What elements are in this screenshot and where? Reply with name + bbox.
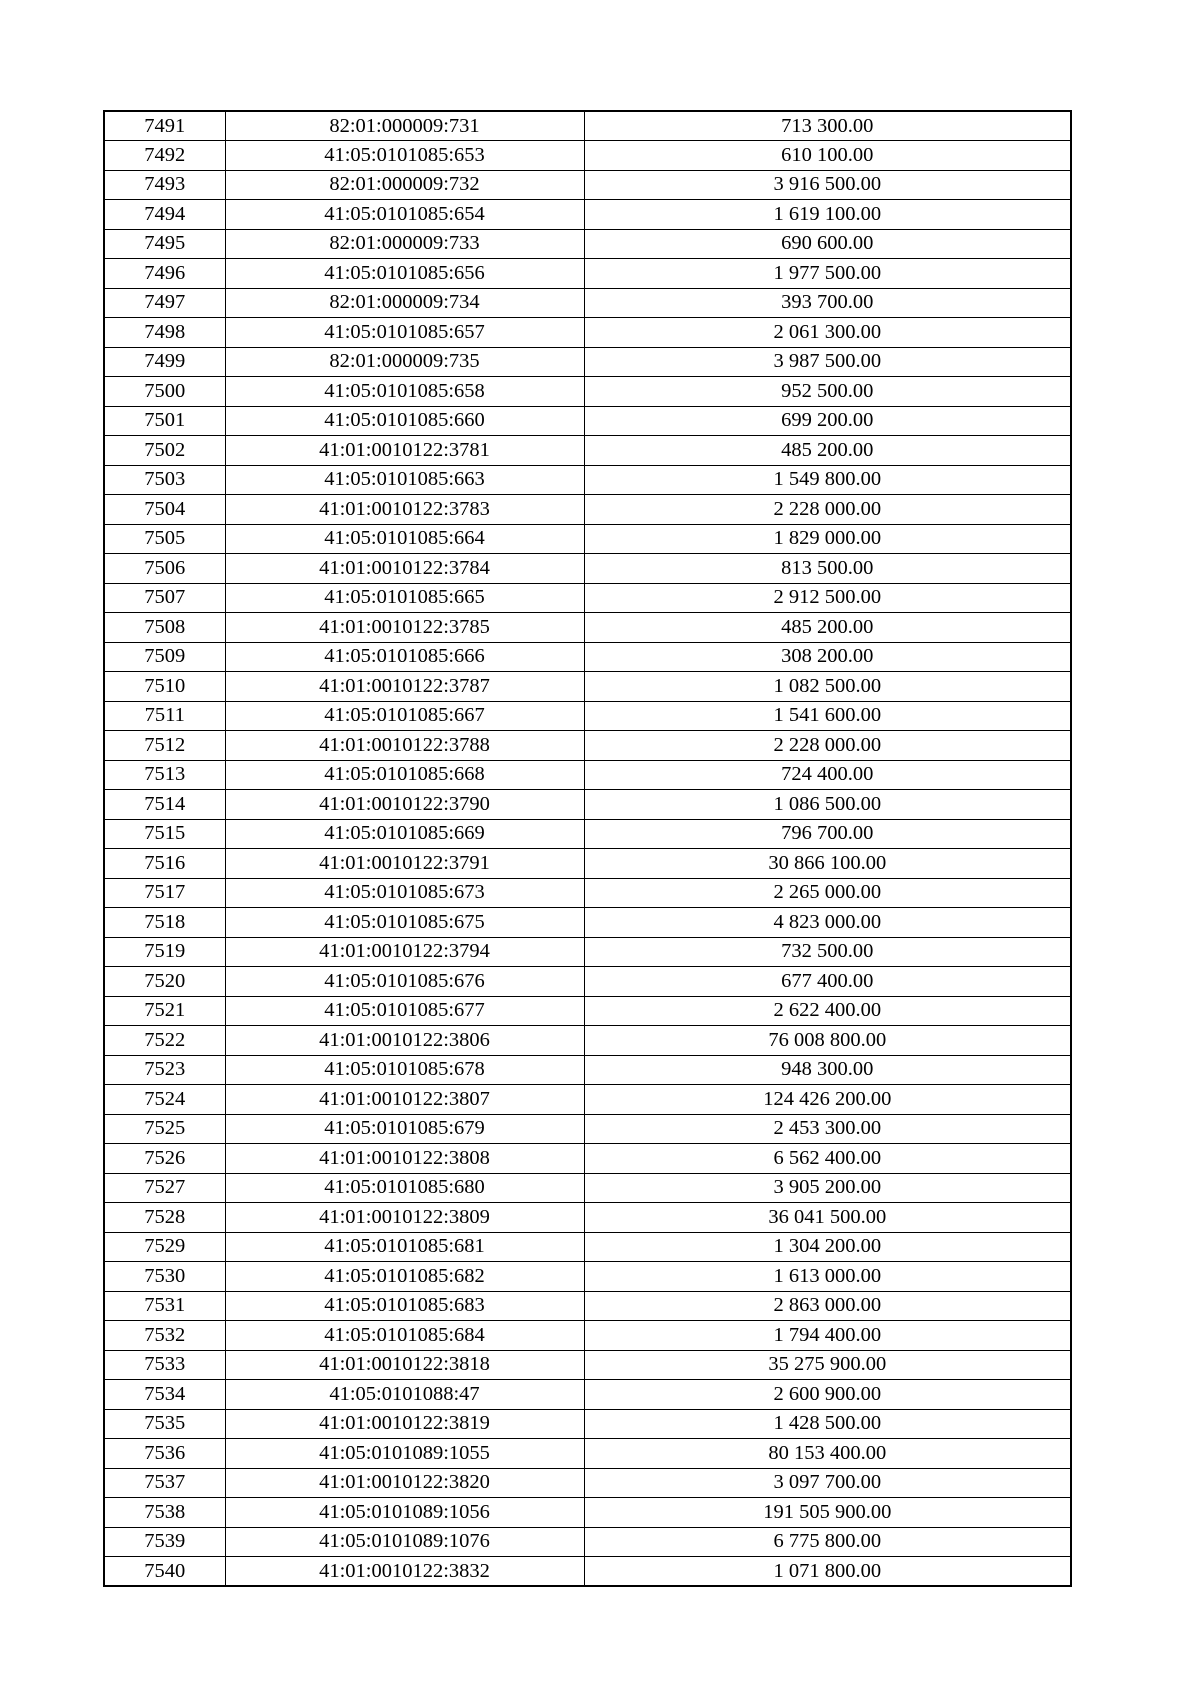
cadastral-number-cell: 41:05:0101089:1076 (225, 1527, 584, 1557)
cadastral-number-cell: 41:05:0101085:665 (225, 583, 584, 613)
cadastral-number-cell: 82:01:000009:733 (225, 229, 584, 259)
row-number-cell: 7520 (104, 967, 225, 997)
cadastral-value-cell: 4 823 000.00 (584, 908, 1071, 938)
cadastral-number-cell: 41:05:0101085:664 (225, 524, 584, 554)
row-number-cell: 7515 (104, 819, 225, 849)
table-row (104, 1557, 1071, 1587)
cadastral-value-cell: 1 428 500.00 (584, 1409, 1071, 1439)
cadastral-value-cell: 30 866 100.00 (584, 849, 1071, 879)
cadastral-value-cell: 3 097 700.00 (584, 1468, 1071, 1498)
cadastral-number-cell: 41:05:0101085:680 (225, 1173, 584, 1203)
cadastral-value-cell: 3 916 500.00 (584, 170, 1071, 200)
table-row (104, 1026, 1071, 1056)
cadastral-number-cell: 41:05:0101085:653 (225, 141, 584, 171)
cadastral-value-cell: 2 453 300.00 (584, 1114, 1071, 1144)
cadastral-value-cell: 2 912 500.00 (584, 583, 1071, 613)
cadastral-value-cell: 1 619 100.00 (584, 200, 1071, 230)
row-number-cell: 7504 (104, 495, 225, 525)
cadastral-number-cell: 41:05:0101085:657 (225, 318, 584, 348)
row-number-cell: 7501 (104, 406, 225, 436)
cadastral-number-cell: 41:05:0101089:1055 (225, 1439, 584, 1469)
cadastral-value-cell: 1 977 500.00 (584, 259, 1071, 289)
table-row (104, 406, 1071, 436)
cadastral-value-cell: 191 505 900.00 (584, 1498, 1071, 1528)
row-number-cell: 7533 (104, 1350, 225, 1380)
table-row (104, 141, 1071, 171)
table-row (104, 849, 1071, 879)
cadastral-value-cell: 2 061 300.00 (584, 318, 1071, 348)
row-number-cell: 7496 (104, 259, 225, 289)
cadastral-number-cell: 41:05:0101085:658 (225, 377, 584, 407)
table-row (104, 1144, 1071, 1174)
cadastral-number-cell: 41:05:0101085:668 (225, 760, 584, 790)
cadastral-value-cell: 6 562 400.00 (584, 1144, 1071, 1174)
cadastral-number-cell: 41:05:0101085:683 (225, 1291, 584, 1321)
table-row (104, 495, 1071, 525)
cadastral-value-cell: 308 200.00 (584, 642, 1071, 672)
row-number-cell: 7519 (104, 937, 225, 967)
cadastral-value-cell: 724 400.00 (584, 760, 1071, 790)
cadastral-number-cell: 41:01:0010122:3809 (225, 1203, 584, 1233)
table-row (104, 1291, 1071, 1321)
table-row (104, 908, 1071, 938)
cadastral-number-cell: 41:01:0010122:3818 (225, 1350, 584, 1380)
table-row (104, 1409, 1071, 1439)
table-row (104, 1498, 1071, 1528)
cadastral-value-cell: 2 600 900.00 (584, 1380, 1071, 1410)
table-row (104, 524, 1071, 554)
cadastral-number-cell: 41:05:0101085:656 (225, 259, 584, 289)
table-row (104, 583, 1071, 613)
cadastral-number-cell: 41:05:0101085:677 (225, 996, 584, 1026)
cadastral-value-cell: 1 829 000.00 (584, 524, 1071, 554)
cadastral-value-cell: 1 071 800.00 (584, 1557, 1071, 1587)
row-number-cell: 7539 (104, 1527, 225, 1557)
cadastral-value-cell: 80 153 400.00 (584, 1439, 1071, 1469)
table-row (104, 613, 1071, 643)
table-row (104, 1203, 1071, 1233)
cadastral-number-cell: 41:05:0101085:679 (225, 1114, 584, 1144)
cadastral-number-cell: 41:05:0101085:660 (225, 406, 584, 436)
cadastral-number-cell: 41:01:0010122:3806 (225, 1026, 584, 1056)
cadastral-number-cell: 82:01:000009:732 (225, 170, 584, 200)
row-number-cell: 7498 (104, 318, 225, 348)
cadastral-number-cell: 82:01:000009:735 (225, 347, 584, 377)
cadastral-value-cell: 485 200.00 (584, 436, 1071, 466)
table-row (104, 1114, 1071, 1144)
row-number-cell: 7507 (104, 583, 225, 613)
cadastral-number-cell: 41:05:0101085:667 (225, 701, 584, 731)
row-number-cell: 7534 (104, 1380, 225, 1410)
row-number-cell: 7505 (104, 524, 225, 554)
row-number-cell: 7526 (104, 1144, 225, 1174)
cadastral-number-cell: 41:01:0010122:3832 (225, 1557, 584, 1587)
table-row (104, 701, 1071, 731)
cadastral-number-cell: 41:05:0101085:654 (225, 200, 584, 230)
cadastral-number-cell: 41:01:0010122:3785 (225, 613, 584, 643)
table-row (104, 1468, 1071, 1498)
row-number-cell: 7493 (104, 170, 225, 200)
row-number-cell: 7521 (104, 996, 225, 1026)
cadastral-value-cell: 610 100.00 (584, 141, 1071, 171)
row-number-cell: 7495 (104, 229, 225, 259)
table-row (104, 229, 1071, 259)
cadastral-value-cell: 2 228 000.00 (584, 731, 1071, 761)
row-number-cell: 7516 (104, 849, 225, 879)
table-row (104, 200, 1071, 230)
cadastral-number-cell: 41:01:0010122:3783 (225, 495, 584, 525)
row-number-cell: 7525 (104, 1114, 225, 1144)
table-row (104, 1527, 1071, 1557)
row-number-cell: 7530 (104, 1262, 225, 1292)
table-row (104, 436, 1071, 466)
table-row (104, 1055, 1071, 1085)
cadastral-value-cell: 124 426 200.00 (584, 1085, 1071, 1115)
cadastral-value-cell: 2 265 000.00 (584, 878, 1071, 908)
cadastral-number-cell: 41:01:0010122:3820 (225, 1468, 584, 1498)
row-number-cell: 7538 (104, 1498, 225, 1528)
cadastral-value-cell: 796 700.00 (584, 819, 1071, 849)
cadastral-value-cell: 1 082 500.00 (584, 672, 1071, 702)
row-number-cell: 7535 (104, 1409, 225, 1439)
cadastral-number-cell: 41:01:0010122:3790 (225, 790, 584, 820)
cadastral-value-cell: 3 987 500.00 (584, 347, 1071, 377)
cadastral-number-cell: 41:01:0010122:3794 (225, 937, 584, 967)
row-number-cell: 7531 (104, 1291, 225, 1321)
cadastral-value-cell: 1 549 800.00 (584, 465, 1071, 495)
row-number-cell: 7510 (104, 672, 225, 702)
table-row (104, 377, 1071, 407)
table-row (104, 996, 1071, 1026)
cadastral-value-cell: 713 300.00 (584, 111, 1071, 141)
cadastral-value-cell: 76 008 800.00 (584, 1026, 1071, 1056)
table-row (104, 731, 1071, 761)
cadastral-value-cell: 6 775 800.00 (584, 1527, 1071, 1557)
table-row (104, 1380, 1071, 1410)
cadastral-number-cell: 41:05:0101085:676 (225, 967, 584, 997)
row-number-cell: 7514 (104, 790, 225, 820)
cadastral-value-cell: 35 275 900.00 (584, 1350, 1071, 1380)
table-row (104, 170, 1071, 200)
row-number-cell: 7529 (104, 1232, 225, 1262)
row-number-cell: 7513 (104, 760, 225, 790)
table-row (104, 347, 1071, 377)
table-row (104, 1085, 1071, 1115)
row-number-cell: 7517 (104, 878, 225, 908)
cadastral-number-cell: 41:05:0101085:675 (225, 908, 584, 938)
cadastral-value-cell: 1 086 500.00 (584, 790, 1071, 820)
row-number-cell: 7532 (104, 1321, 225, 1351)
row-number-cell: 7506 (104, 554, 225, 584)
cadastral-number-cell: 41:05:0101085:666 (225, 642, 584, 672)
table-row (104, 937, 1071, 967)
row-number-cell: 7494 (104, 200, 225, 230)
cadastral-number-cell: 41:05:0101085:669 (225, 819, 584, 849)
table-row (104, 288, 1071, 318)
cadastral-number-cell: 41:05:0101085:678 (225, 1055, 584, 1085)
table-row (104, 1350, 1071, 1380)
table-row (104, 111, 1071, 141)
cadastral-value-cell: 1 613 000.00 (584, 1262, 1071, 1292)
cadastral-value-cell: 1 304 200.00 (584, 1232, 1071, 1262)
cadastral-value-cell: 1 794 400.00 (584, 1321, 1071, 1351)
cadastral-number-cell: 41:05:0101085:684 (225, 1321, 584, 1351)
cadastral-number-cell: 41:01:0010122:3819 (225, 1409, 584, 1439)
row-number-cell: 7499 (104, 347, 225, 377)
row-number-cell: 7524 (104, 1085, 225, 1115)
cadastral-number-cell: 41:05:0101085:682 (225, 1262, 584, 1292)
cadastral-value-cell: 732 500.00 (584, 937, 1071, 967)
cadastral-value-cell: 1 541 600.00 (584, 701, 1071, 731)
table-row (104, 554, 1071, 584)
table-row (104, 642, 1071, 672)
table-row (104, 790, 1071, 820)
table-row (104, 259, 1071, 289)
cadastral-value-cell: 699 200.00 (584, 406, 1071, 436)
cadastral-value-cell: 948 300.00 (584, 1055, 1071, 1085)
table-row (104, 672, 1071, 702)
table-row (104, 465, 1071, 495)
row-number-cell: 7522 (104, 1026, 225, 1056)
row-number-cell: 7537 (104, 1468, 225, 1498)
table-row (104, 819, 1071, 849)
table-row (104, 878, 1071, 908)
cadastral-value-cell: 3 905 200.00 (584, 1173, 1071, 1203)
row-number-cell: 7503 (104, 465, 225, 495)
cadastral-number-cell: 41:01:0010122:3808 (225, 1144, 584, 1174)
row-number-cell: 7511 (104, 701, 225, 731)
cadastral-value-table (103, 110, 1072, 1587)
cadastral-number-cell: 82:01:000009:734 (225, 288, 584, 318)
table-body (104, 111, 1071, 1586)
row-number-cell: 7527 (104, 1173, 225, 1203)
table-row (104, 1173, 1071, 1203)
cadastral-value-cell: 2 622 400.00 (584, 996, 1071, 1026)
row-number-cell: 7492 (104, 141, 225, 171)
cadastral-number-cell: 41:01:0010122:3807 (225, 1085, 584, 1115)
cadastral-value-cell: 393 700.00 (584, 288, 1071, 318)
cadastral-number-cell: 41:05:0101089:1056 (225, 1498, 584, 1528)
row-number-cell: 7500 (104, 377, 225, 407)
table-row (104, 760, 1071, 790)
cadastral-number-cell: 41:01:0010122:3784 (225, 554, 584, 584)
cadastral-value-cell: 952 500.00 (584, 377, 1071, 407)
table-row (104, 1321, 1071, 1351)
cadastral-number-cell: 41:01:0010122:3781 (225, 436, 584, 466)
row-number-cell: 7536 (104, 1439, 225, 1469)
row-number-cell: 7508 (104, 613, 225, 643)
row-number-cell: 7512 (104, 731, 225, 761)
table-row (104, 1439, 1071, 1469)
cadastral-number-cell: 41:05:0101088:47 (225, 1380, 584, 1410)
table-row (104, 967, 1071, 997)
row-number-cell: 7491 (104, 111, 225, 141)
cadastral-number-cell: 41:01:0010122:3788 (225, 731, 584, 761)
cadastral-number-cell: 41:05:0101085:673 (225, 878, 584, 908)
row-number-cell: 7540 (104, 1557, 225, 1587)
cadastral-number-cell: 41:05:0101085:663 (225, 465, 584, 495)
cadastral-number-cell: 41:05:0101085:681 (225, 1232, 584, 1262)
row-number-cell: 7502 (104, 436, 225, 466)
row-number-cell: 7528 (104, 1203, 225, 1233)
cadastral-number-cell: 41:01:0010122:3791 (225, 849, 584, 879)
row-number-cell: 7509 (104, 642, 225, 672)
cadastral-value-cell: 2 228 000.00 (584, 495, 1071, 525)
row-number-cell: 7518 (104, 908, 225, 938)
cadastral-number-cell: 41:01:0010122:3787 (225, 672, 584, 702)
document-page (103, 110, 1070, 1587)
cadastral-value-cell: 36 041 500.00 (584, 1203, 1071, 1233)
cadastral-value-cell: 813 500.00 (584, 554, 1071, 584)
cadastral-value-cell: 485 200.00 (584, 613, 1071, 643)
cadastral-value-cell: 677 400.00 (584, 967, 1071, 997)
cadastral-value-cell: 2 863 000.00 (584, 1291, 1071, 1321)
table-row (104, 1262, 1071, 1292)
cadastral-number-cell: 82:01:000009:731 (225, 111, 584, 141)
table-row (104, 318, 1071, 348)
cadastral-value-cell: 690 600.00 (584, 229, 1071, 259)
table-row (104, 1232, 1071, 1262)
row-number-cell: 7523 (104, 1055, 225, 1085)
row-number-cell: 7497 (104, 288, 225, 318)
